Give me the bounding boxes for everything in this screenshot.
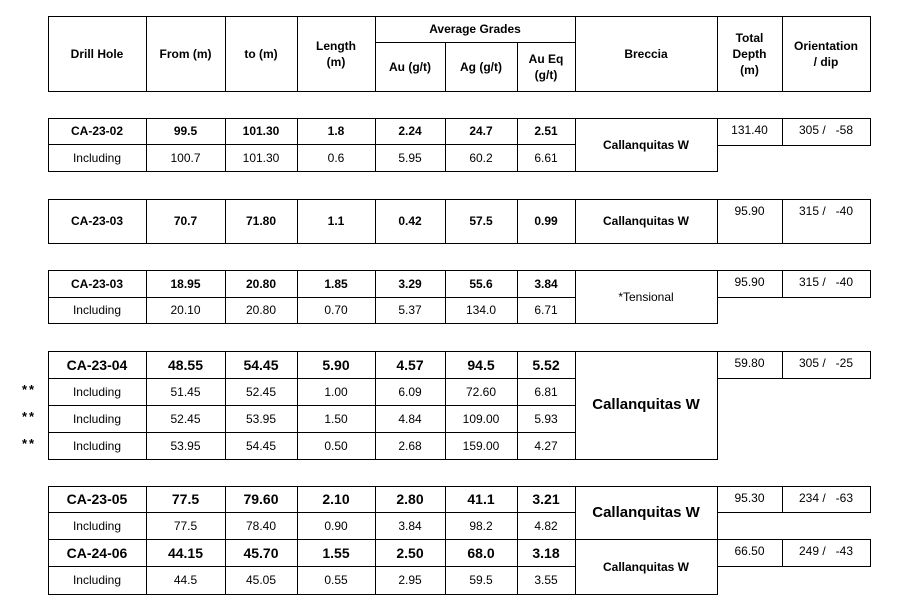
table-cell-au-eq [517, 144, 575, 171]
table-cell-ag-text: 68.0 [467, 544, 495, 561]
col-header-length [297, 16, 375, 91]
table-cell-hole-id [48, 270, 146, 297]
table-rule [717, 243, 871, 244]
table-cell-ag [445, 539, 517, 566]
table-cell-au-text: 3.29 [398, 276, 422, 291]
col-header-au-eq [517, 42, 575, 91]
table-cell-from-text: 44.5 [173, 573, 198, 587]
breccia-cell-text: Callanquitas W [592, 396, 700, 413]
table-cell-hole-id-text: Including [72, 438, 122, 453]
table-cell-from-text: 77.5 [171, 491, 200, 507]
table-cell-au-eq-text: 4.27 [534, 438, 558, 453]
orientation-cell-text: 305 / -25 [798, 356, 854, 370]
total-depth-cell-text: 95.90 [734, 275, 765, 289]
table-cell-length-text: 1.00 [324, 384, 348, 399]
table-cell-length [297, 144, 375, 171]
col-header-au [375, 42, 445, 91]
table-cell-length-text: 0.90 [324, 518, 348, 533]
table-cell-to-text: 20.80 [245, 303, 277, 317]
total-depth-cell-text: 66.50 [734, 544, 765, 558]
table-cell-to-text: 71.80 [245, 214, 277, 228]
table-cell-ag [445, 297, 517, 323]
table-rule [48, 323, 576, 324]
table-cell-ag [445, 486, 517, 512]
table-cell-au-eq-text: 2.51 [534, 124, 558, 138]
table-cell-from-text: 100.7 [170, 150, 201, 165]
table-cell-hole-id-text: CA-23-02 [70, 124, 124, 138]
orientation-cell [782, 539, 870, 566]
orientation-cell [782, 118, 870, 145]
table-cell-from [146, 512, 225, 539]
table-cell-from-text: 52.45 [170, 411, 201, 426]
table-cell-au-eq-text: 5.52 [532, 356, 560, 373]
table-cell-to [225, 566, 297, 594]
table-cell-from-text: 20.10 [170, 303, 201, 317]
table-cell-from [146, 432, 225, 459]
table-cell-au [375, 199, 445, 243]
col-header-average-grades [375, 16, 575, 42]
table-cell-to [225, 486, 297, 512]
table-cell-au-eq [517, 118, 575, 144]
table-rule [575, 243, 718, 244]
table-cell-au [375, 486, 445, 512]
table-cell-ag [445, 199, 517, 243]
breccia-cell-text: Callanquitas W [592, 503, 700, 521]
table-cell-au [375, 432, 445, 459]
table-cell-ag-text: 60.2 [469, 150, 493, 165]
table-cell-length-text: 0.55 [324, 573, 348, 587]
table-cell-au-eq [517, 297, 575, 323]
table-rule [870, 16, 871, 92]
table-cell-ag [445, 270, 517, 297]
col-header-from-text: From (m) [159, 46, 212, 61]
table-cell-au [375, 566, 445, 594]
table-cell-hole-id-text: CA-24-06 [66, 544, 128, 561]
table-cell-to [225, 539, 297, 566]
total-depth-cell [717, 199, 782, 243]
table-rule [48, 459, 576, 460]
table-cell-ag-text: 59.5 [469, 573, 493, 587]
table-cell-to-text: 78.40 [245, 518, 277, 533]
table-cell-from-text: 44.15 [167, 544, 204, 561]
table-cell-length-text: 2.10 [322, 491, 350, 507]
table-cell-au [375, 351, 445, 378]
table-cell-au-eq [517, 432, 575, 459]
breccia-cell-text: Callanquitas W [602, 137, 689, 152]
total-depth-cell [717, 270, 782, 297]
table-cell-ag-text: 55.6 [469, 276, 493, 291]
table-cell-hole-id [48, 432, 146, 459]
table-cell-to [225, 270, 297, 297]
table-cell-to-text: 52.45 [245, 384, 277, 399]
table-cell-au-text: 4.57 [396, 356, 424, 373]
table-cell-length-text: 0.50 [324, 438, 348, 453]
table-cell-from [146, 378, 225, 405]
table-cell-hole-id-text: Including [72, 573, 122, 587]
table-cell-ag [445, 405, 517, 432]
table-cell-hole-id [48, 566, 146, 594]
table-cell-hole-id-text: Including [72, 150, 122, 165]
table-cell-hole-id [48, 118, 146, 144]
orientation-cell [782, 351, 870, 378]
table-cell-to-text: 53.95 [245, 411, 277, 426]
table-cell-au-eq [517, 270, 575, 297]
table-rule [870, 351, 871, 379]
table-cell-length-text: 1.50 [324, 411, 348, 426]
table-rule [717, 512, 871, 513]
table-cell-to-text: 20.80 [245, 276, 277, 291]
table-cell-ag-text: 57.5 [469, 214, 493, 228]
table-cell-hole-id [48, 486, 146, 512]
table-cell-ag-text: 109.00 [462, 411, 500, 426]
table-cell-ag [445, 566, 517, 594]
orientation-cell-text: 305 / -58 [798, 123, 854, 137]
table-cell-ag-text: 24.7 [469, 124, 493, 138]
table-cell-hole-id-text: Including [72, 384, 122, 399]
table-cell-length-text: 0.70 [324, 303, 348, 317]
table-cell-au-eq-text: 6.61 [534, 150, 558, 165]
breccia-cell-text: *Tensional [618, 289, 674, 304]
table-cell-au-eq-text: 3.21 [532, 491, 560, 507]
table-rule [575, 323, 718, 324]
table-cell-to-text: 54.45 [243, 356, 279, 373]
breccia-cell [575, 539, 717, 594]
total-depth-cell-text: 59.80 [734, 356, 765, 370]
table-rule [575, 594, 718, 595]
table-cell-to [225, 432, 297, 459]
table-cell-hole-id-text: CA-23-03 [70, 214, 124, 228]
col-header-breccia [575, 16, 717, 91]
table-cell-length [297, 486, 375, 512]
col-header-au-text: Au (g/t) [389, 59, 431, 74]
table-cell-hole-id-text: Including [72, 303, 122, 317]
table-cell-ag-text: 159.00 [462, 438, 500, 453]
table-cell-from-text: 51.45 [170, 384, 201, 399]
table-cell-length [297, 378, 375, 405]
col-header-average-grades-text: Average Grades [429, 22, 521, 36]
table-cell-length [297, 199, 375, 243]
table-cell-au [375, 297, 445, 323]
table-cell-au-text: 4.84 [398, 411, 422, 426]
orientation-cell-text: 315 / -40 [798, 275, 854, 289]
total-depth-cell [717, 539, 782, 566]
table-cell-length [297, 297, 375, 323]
table-cell-hole-id [48, 144, 146, 171]
table-cell-ag-text: 134.0 [465, 303, 497, 317]
table-cell-au-text: 2.68 [398, 438, 422, 453]
col-header-to [225, 16, 297, 91]
breccia-cell [575, 270, 717, 323]
table-cell-from [146, 566, 225, 594]
table-cell-from [146, 539, 225, 566]
table-cell-au-text: 3.84 [398, 518, 422, 533]
table-cell-from-text: 99.5 [173, 124, 198, 138]
col-header-ag-text: Ag (g/t) [460, 59, 502, 74]
table-cell-hole-id [48, 297, 146, 323]
table-rule [717, 145, 871, 146]
table-cell-ag [445, 118, 517, 144]
total-depth-cell-text: 95.30 [734, 491, 765, 505]
table-cell-hole-id-text: CA-23-04 [66, 356, 128, 373]
footnote-marker: ** [22, 409, 37, 424]
table-cell-au-text: 0.42 [398, 214, 422, 228]
col-header-orientation [782, 16, 870, 91]
col-header-to-text: to (m) [244, 46, 278, 61]
table-cell-hole-id-text: CA-23-05 [66, 491, 128, 507]
table-cell-au-text: 2.24 [398, 124, 422, 138]
table-cell-length [297, 432, 375, 459]
col-header-ag [445, 42, 517, 91]
col-header-drill-hole [48, 16, 146, 91]
table-cell-hole-id [48, 378, 146, 405]
table-cell-hole-id-text: Including [72, 411, 122, 426]
table-cell-to-text: 45.70 [243, 544, 279, 561]
table-cell-length-text: 5.90 [322, 356, 350, 373]
table-rule [870, 270, 871, 298]
breccia-cell [575, 118, 717, 171]
table-rule [717, 566, 871, 567]
table-cell-from [146, 351, 225, 378]
table-cell-au [375, 378, 445, 405]
table-cell-hole-id [48, 539, 146, 566]
table-cell-to-text: 101.30 [242, 150, 280, 165]
table-cell-au-text: 2.95 [398, 573, 422, 587]
table-cell-ag [445, 512, 517, 539]
table-cell-length [297, 405, 375, 432]
table-cell-hole-id [48, 351, 146, 378]
orientation-cell-text: 315 / -40 [798, 204, 854, 218]
table-rule [870, 199, 871, 244]
table-cell-to [225, 378, 297, 405]
table-rule [48, 243, 576, 244]
col-header-breccia-text: Breccia [624, 46, 668, 61]
table-cell-au [375, 118, 445, 144]
total-depth-cell-text: 95.90 [734, 204, 765, 218]
col-header-from [146, 16, 225, 91]
table-cell-ag-text: 94.5 [467, 356, 495, 373]
breccia-cell-text: Callanquitas W [602, 559, 689, 574]
table-cell-au-text: 5.95 [398, 150, 422, 165]
table-cell-length [297, 539, 375, 566]
table-cell-au-eq-text: 5.93 [534, 411, 558, 426]
table-cell-au-eq-text: 3.84 [534, 276, 558, 291]
orientation-cell-text: 234 / -63 [798, 491, 854, 505]
table-cell-au-text: 5.37 [398, 303, 422, 317]
table-cell-length [297, 270, 375, 297]
table-cell-ag-text: 41.1 [467, 491, 495, 507]
table-cell-from [146, 297, 225, 323]
table-cell-ag [445, 351, 517, 378]
table-cell-au-eq-text: 0.99 [534, 214, 558, 228]
table-cell-au-eq-text: 4.82 [534, 518, 558, 533]
table-cell-length-text: 0.6 [327, 150, 345, 165]
table-cell-au-eq [517, 199, 575, 243]
table-cell-au-eq-text: 3.18 [532, 544, 560, 561]
col-header-total-depth-text: Total Depth (m) [732, 30, 767, 77]
table-cell-au-text: 2.80 [396, 491, 424, 507]
table-cell-au-eq [517, 566, 575, 594]
table-cell-length-text: 1.55 [322, 544, 350, 561]
table-cell-length [297, 118, 375, 144]
orientation-cell [782, 270, 870, 297]
table-cell-to-text: 54.45 [245, 438, 277, 453]
table-cell-au [375, 512, 445, 539]
table-cell-au-eq-text: 3.55 [534, 573, 558, 587]
table-rule [870, 539, 871, 567]
table-rule [48, 91, 871, 92]
table-cell-au [375, 539, 445, 566]
table-rule [48, 171, 576, 172]
orientation-cell [782, 199, 870, 243]
table-cell-au-eq [517, 351, 575, 378]
col-header-drill-hole-text: Drill Hole [70, 46, 124, 61]
table-cell-ag [445, 144, 517, 171]
col-header-length-text: Length (m) [316, 38, 356, 69]
breccia-cell [575, 351, 717, 459]
table-cell-from [146, 199, 225, 243]
table-cell-length-text: 1.1 [327, 214, 345, 228]
table-cell-from [146, 144, 225, 171]
table-cell-to [225, 199, 297, 243]
table-cell-au-text: 2.50 [396, 544, 424, 561]
table-cell-length-text: 1.8 [327, 124, 345, 138]
table-cell-ag-text: 98.2 [469, 518, 493, 533]
table-cell-au-eq-text: 6.71 [534, 303, 558, 317]
table-cell-from-text: 18.95 [170, 276, 201, 291]
table-cell-to [225, 405, 297, 432]
orientation-cell [782, 486, 870, 512]
table-rule [48, 594, 576, 595]
table-cell-to-text: 101.30 [242, 124, 280, 138]
table-cell-length [297, 566, 375, 594]
table-cell-from [146, 270, 225, 297]
table-cell-au [375, 270, 445, 297]
table-cell-from-text: 77.5 [173, 518, 198, 533]
table-cell-from [146, 118, 225, 144]
orientation-cell-text: 249 / -43 [798, 544, 854, 558]
table-cell-from-text: 70.7 [173, 214, 198, 228]
table-rule [575, 459, 718, 460]
table-rule [575, 171, 718, 172]
table-cell-au-eq [517, 539, 575, 566]
table-cell-au-eq-text: 6.81 [534, 384, 558, 399]
table-cell-from-text: 53.95 [170, 438, 201, 453]
table-cell-hole-id-text: Including [72, 518, 122, 533]
table-cell-to [225, 351, 297, 378]
total-depth-cell [717, 118, 782, 145]
total-depth-cell-text: 131.40 [731, 123, 768, 137]
table-cell-to-text: 79.60 [243, 491, 279, 507]
table-cell-from [146, 486, 225, 512]
col-header-orientation-text: Orientation / dip [793, 38, 858, 69]
breccia-cell [575, 486, 717, 539]
table-cell-ag [445, 432, 517, 459]
breccia-cell [575, 199, 717, 243]
table-cell-ag-text: 72.60 [465, 384, 497, 399]
table-cell-au [375, 405, 445, 432]
table-rule [870, 486, 871, 513]
footnote-marker: ** [22, 436, 37, 451]
table-cell-hole-id-text: CA-23-03 [70, 276, 124, 291]
table-cell-from-text: 48.55 [167, 356, 204, 373]
table-cell-au-eq [517, 378, 575, 405]
table-cell-length [297, 512, 375, 539]
table-cell-hole-id [48, 405, 146, 432]
table-cell-to [225, 297, 297, 323]
table-cell-au-eq [517, 486, 575, 512]
table-rule [870, 118, 871, 146]
table-cell-to [225, 144, 297, 171]
table-cell-length-text: 1.85 [324, 276, 348, 291]
table-cell-au-eq [517, 512, 575, 539]
table-cell-ag [445, 378, 517, 405]
table-cell-to-text: 45.05 [245, 573, 277, 587]
table-rule [717, 378, 871, 379]
table-cell-au [375, 144, 445, 171]
table-cell-to [225, 512, 297, 539]
footnote-marker: ** [22, 382, 37, 397]
table-cell-length [297, 351, 375, 378]
table-cell-from [146, 405, 225, 432]
table-cell-hole-id [48, 199, 146, 243]
total-depth-cell [717, 351, 782, 378]
table-rule [717, 297, 871, 298]
breccia-cell-text: Callanquitas W [602, 214, 689, 228]
table-cell-au-eq [517, 405, 575, 432]
table-cell-au-text: 6.09 [398, 384, 422, 399]
col-header-au-eq-text: Au Eq (g/t) [528, 51, 564, 82]
total-depth-cell [717, 486, 782, 512]
col-header-total-depth [717, 16, 782, 91]
table-cell-to [225, 118, 297, 144]
table-cell-hole-id [48, 512, 146, 539]
